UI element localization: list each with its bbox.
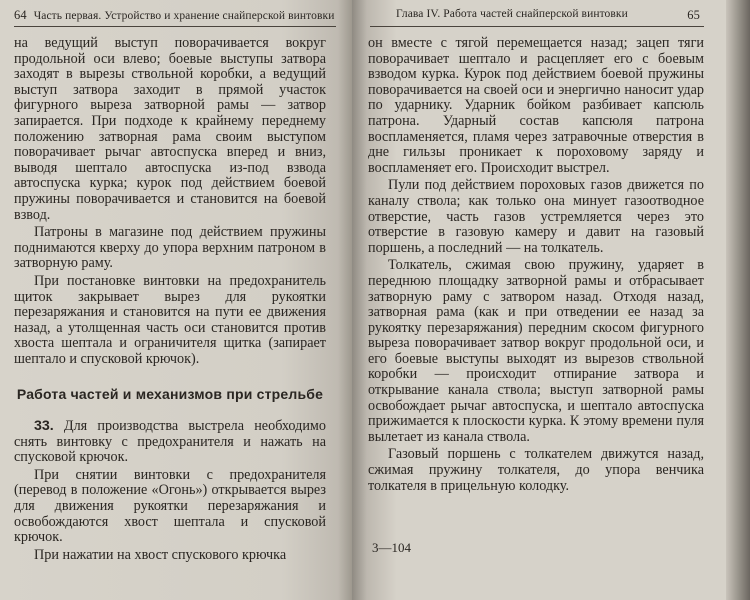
- paragraph-33-text: Для производства выстрела необходимо снять винтовку с предохранителя и нажать на спусковой крючок.: [14, 418, 326, 466]
- right-page: [352, 0, 726, 600]
- right-paragraph-4: Газовый поршень с толкателем движутся назад, сжимая пружину толкателя, до упора венчика толкателя в прицельную колодку.: [368, 446, 704, 494]
- right-paragraph-2: Пули под действием пороховых газов движется по каналу ствола; как только она минует газоотводное отверстие, часть газов устремляется через это отверстие в газовую камеру и давит на газовый поршень, а последний — на толкатель.: [368, 177, 704, 256]
- printer-signature: 3—104: [372, 540, 411, 555]
- left-paragraph-1: на ведущий выступ поворачивается вокруг продольной оси влево; боевые выступы затвора заходят в вырезы ствольной коробки, а ведущий выступ затвора заходит в прямой участок фигурного выреза затворной рамы — затвор запирается. При подходе к крайнему переднему положению затворная рама своим выступом поворачивает рычаг автоспуска вперед и вниз, выводя шептало автоспуска из-под взвода автоспуска курка; курок под действием боевой пружины поворачивается и становится на боевой взвод.: [14, 35, 326, 223]
- left-page: [0, 0, 352, 600]
- left-running-head: [14, 8, 334, 23]
- left-page-number: 64: [14, 8, 27, 22]
- left-paragraph-3: При постановке винтовки на предохранитель щиток закрывает вырез для рукоятки перезаряжания и становится на пути ее движения назад, а утолщенная часть оси становится против хвоста шептала и ограничителя щитка (запирает шептало и спусковой крючок).: [14, 272, 326, 367]
- right-page-body: [368, 36, 704, 494]
- section-title: Работа частей и механизмов при стрельбе: [16, 386, 324, 403]
- left-paragraph-5: При снятии винтовки с предохранителя (перевод в положение «Огонь») открывается вырез для движения рукоятки перезаряжания и освобождаются хвост шептала и спусковой крючок.: [14, 466, 326, 546]
- right-running-head: [396, 8, 700, 22]
- paragraph-33: [14, 419, 326, 466]
- paragraph-33-number: 33.: [34, 418, 54, 435]
- left-header-rule: [14, 26, 336, 27]
- left-running-head-text: Часть первая. Устройство и хранение снайперской винтовки: [33, 10, 335, 22]
- left-paragraph-2: Патроны в магазине под действием пружины поднимаются кверху до упора верхним патроном в затворную раму.: [14, 224, 326, 272]
- right-paragraph-1: он вместе с тягой перемещается назад; зацеп тяги поворачивает шептало и расцепляет его с боевым взводом курка. Курок под действием боевой пружины поворачивается на своей оси и энергично наносит удар по ударнику. Ударник бойком разбивает капсюль патрона. Ударный состав капсюля патрона воспламеняется, пламя через затравочные отверстия в дне гильзы проникает к пороховому заряду и воспламеняет его. Происходит выстрел.: [368, 35, 704, 176]
- right-running-head-text: Глава IV. Работа частей снайперской винтовки: [396, 8, 628, 20]
- right-page-number: 65: [687, 8, 700, 22]
- page-block-edge: [726, 0, 750, 600]
- right-header-rule: [370, 26, 704, 27]
- left-paragraph-6: При нажатии на хвост спускового крючка: [34, 546, 287, 563]
- right-paragraph-3: Толкатель, сжимая свою пружину, ударяет в переднюю площадку затворной рамы и отбрасывает затворную раму с затвором назад. Отходя назад, затворная рама (как и при отведении ее назад за рукоятку перезаряжания) передним скосом фигурного выреза поворачивает затвор вокруг продольной оси, и его боевые выступы выходят из вырезов ствольной коробки — происходит отпирание затвора и открывание канала ствола; выступ затворной рамы освобождает рычаг автоспуска, и шептало автоспуска прижимается к плоскости курка. К этому времени пуля вылетает из канала ствола.: [368, 257, 704, 445]
- left-page-body: [14, 36, 326, 563]
